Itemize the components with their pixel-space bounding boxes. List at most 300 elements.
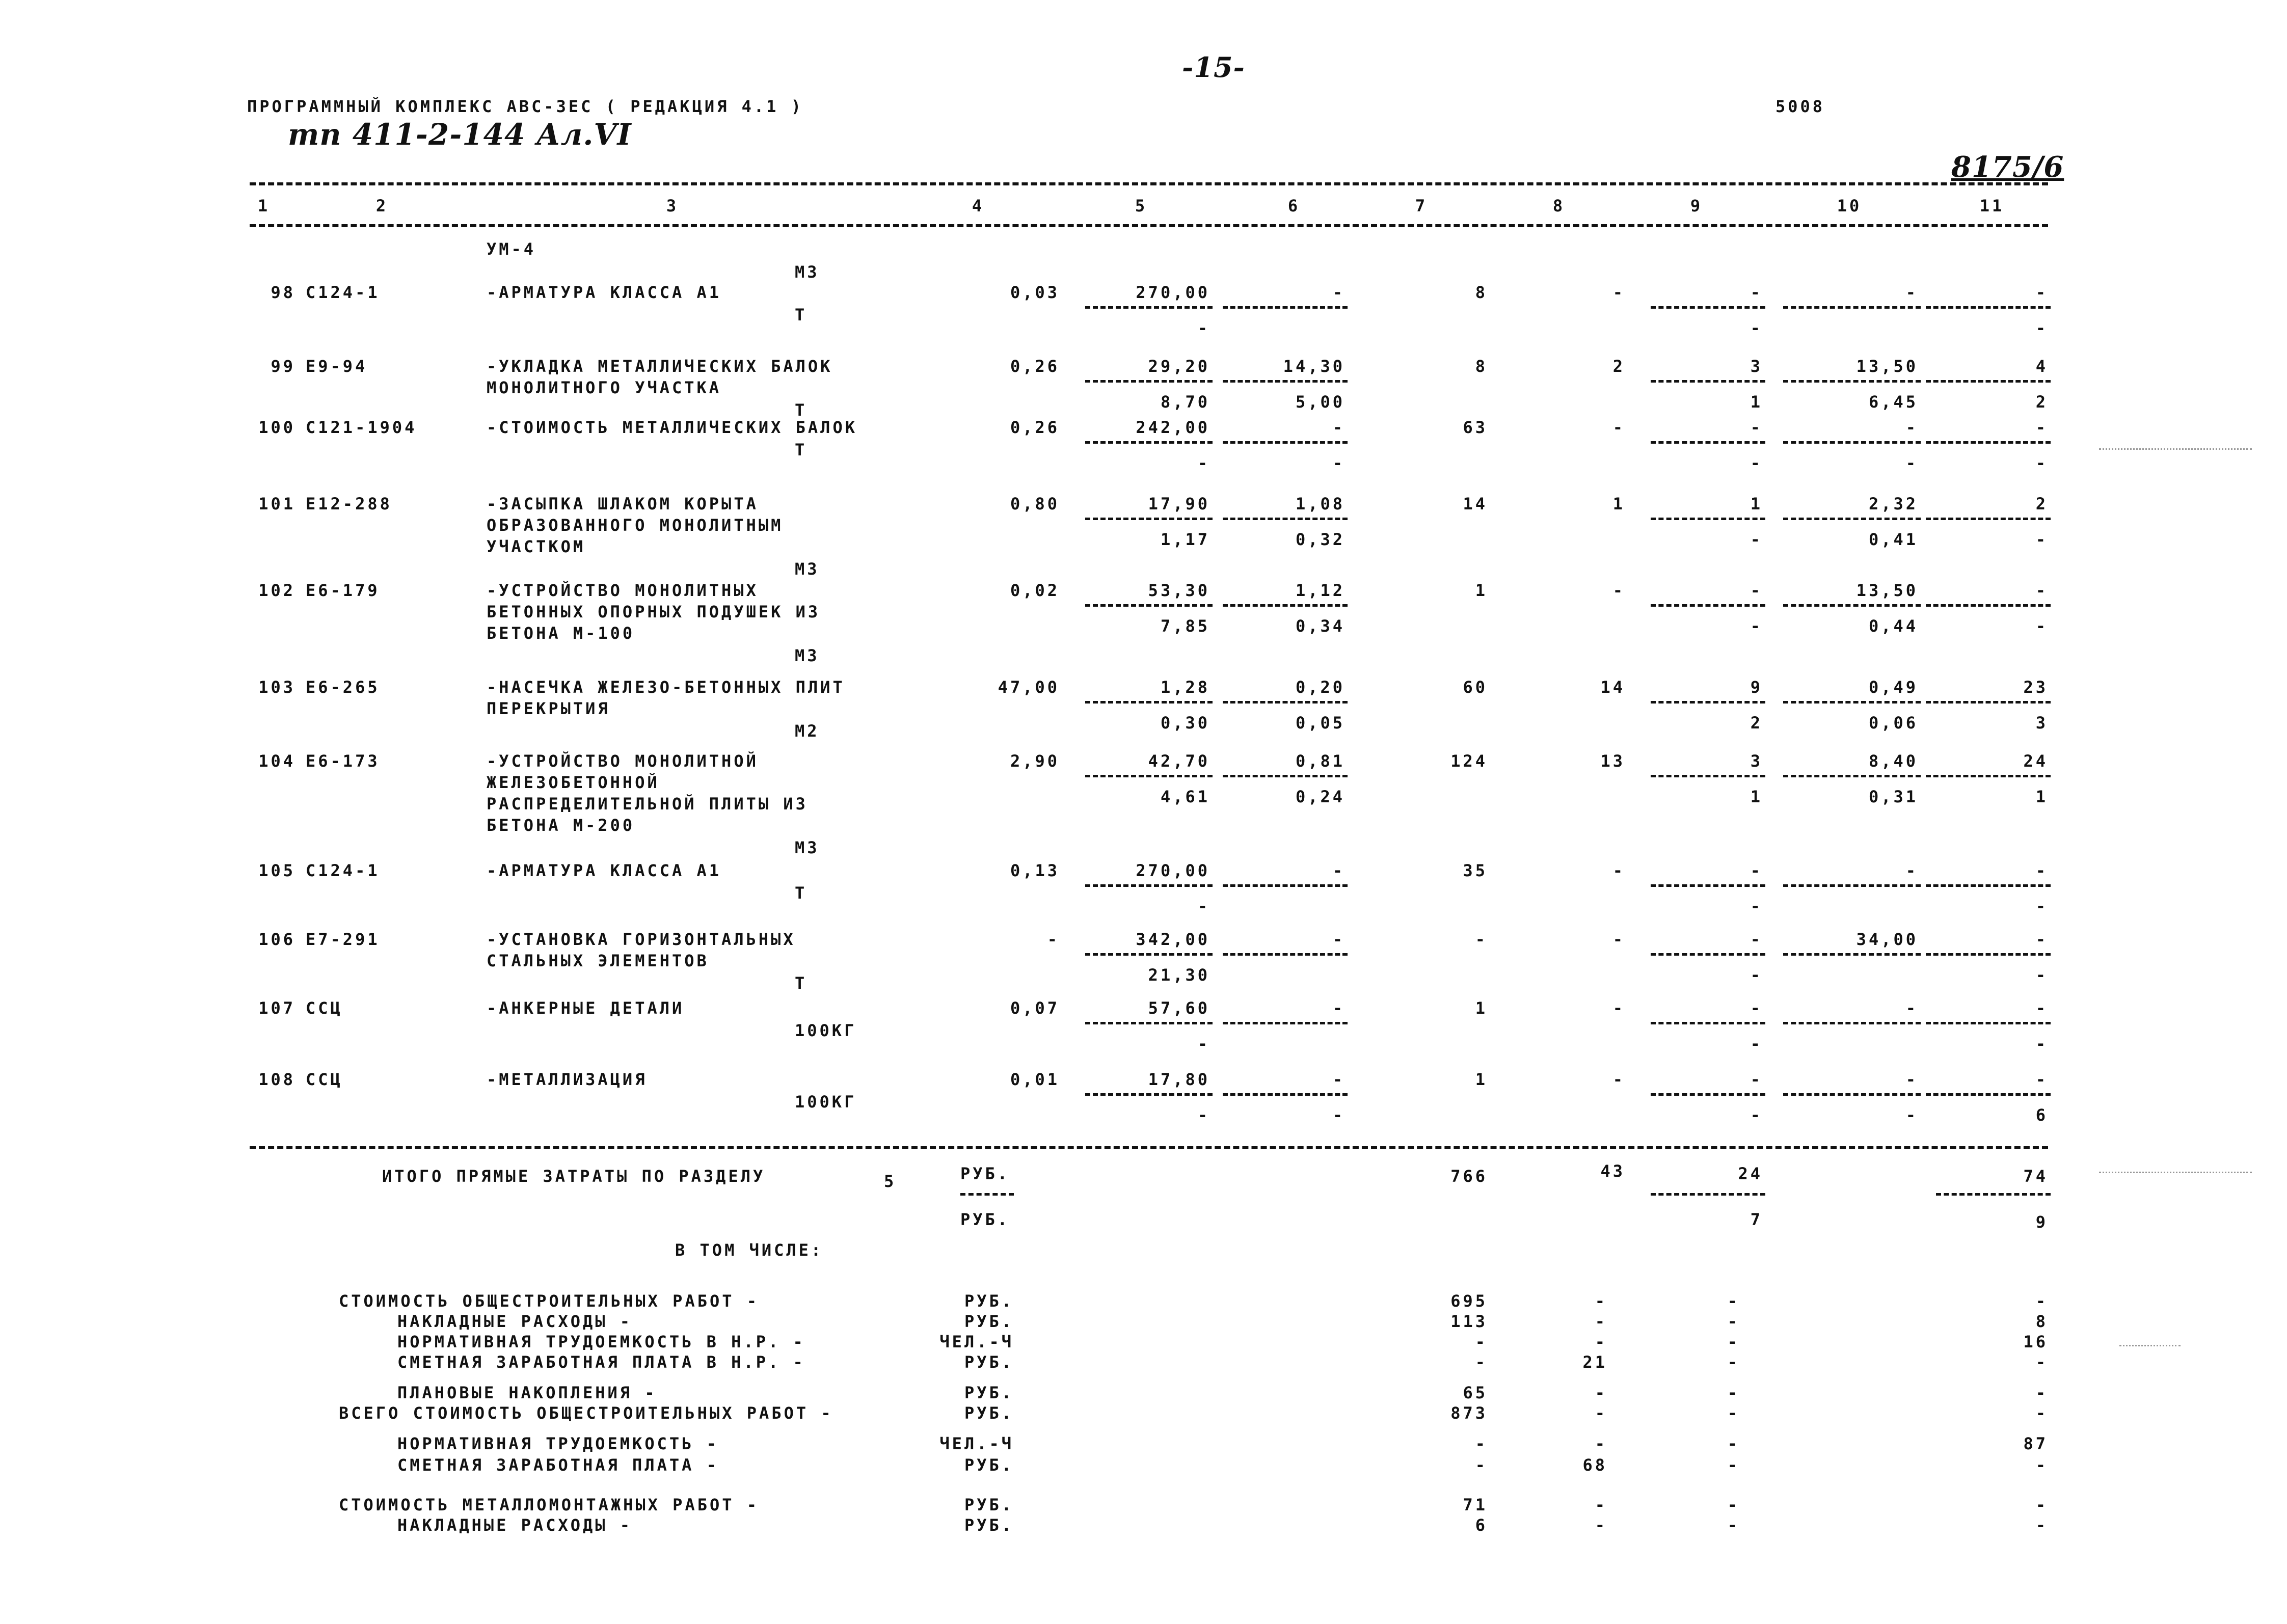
machine-cost: -: [1750, 861, 1763, 880]
total-cost: 8: [1475, 283, 1488, 302]
norm-code: ССЦ: [306, 1070, 343, 1089]
total-cost: 63: [1463, 418, 1488, 437]
summary-label: НОРМАТИВНАЯ ТРУДОЕМКОСТЬ -: [397, 1434, 719, 1453]
labor-total-sub: 1: [2035, 787, 2048, 806]
labor-total: 2: [2035, 494, 2048, 513]
unit-cost: 270,00: [1136, 283, 1210, 302]
dash-separator: [1651, 775, 1765, 777]
handwritten-project-number: тп 411-2-144 Ал.VI: [288, 117, 632, 152]
dash-separator: [1085, 701, 1213, 703]
machine-cost: -: [1750, 930, 1763, 949]
summary-wages: -: [1595, 1332, 1607, 1351]
summary-labor: -: [2035, 1383, 2048, 1402]
unit-cost-sub: 1,17: [1160, 530, 1210, 549]
machine-cost-sub: -: [1750, 616, 1763, 636]
dash-separator: [1651, 701, 1765, 703]
unit-of-measure: Т: [795, 973, 808, 993]
dash-separator: [1783, 701, 1921, 703]
machine-cost: 9: [1750, 678, 1763, 697]
unit-wage-cost-sub: 0,34: [1295, 616, 1345, 636]
totals-underline: [960, 1193, 1014, 1196]
labor-total-sub: -: [2035, 965, 2048, 985]
unit-of-measure: Т: [795, 883, 808, 903]
dash-separator: [1926, 441, 2051, 444]
labor-norm-sub: -: [1905, 453, 1918, 473]
unit-of-measure: М3: [795, 559, 820, 579]
summary-label: СМЕТНАЯ ЗАРАБОТНАЯ ПЛАТА В Н.Р. -: [397, 1352, 805, 1372]
dash-separator: [1085, 775, 1213, 777]
summary-label: СТОИМОСТЬ ОБЩЕСТРОИТЕЛЬНЫХ РАБОТ -: [339, 1291, 760, 1311]
dash-separator: [1783, 380, 1921, 383]
dash-separator: [1926, 1093, 2051, 1096]
norm-code: Е6-173: [306, 751, 380, 771]
machine-cost: -: [1750, 418, 1763, 437]
norm-code: Е6-265: [306, 678, 380, 697]
total-cost: 35: [1463, 861, 1488, 880]
dash-separator: [1223, 380, 1348, 383]
summary-machine: -: [1727, 1455, 1740, 1475]
column-header-10: 10: [1837, 196, 1862, 215]
dash-separator: [1936, 1193, 2051, 1196]
work-description: СТАЛЬНЫХ ЭЛЕМЕНТОВ: [487, 951, 709, 970]
dash-separator: [1926, 604, 2051, 607]
row-number: 108: [258, 1070, 295, 1089]
dash-separator: [1223, 1022, 1348, 1024]
summary-wages: -: [1595, 1403, 1607, 1423]
summary-cost: 65: [1463, 1383, 1488, 1402]
work-description: -УСТРОЙСТВО МОНОЛИТНОЙ: [487, 751, 759, 771]
total-cost: -: [1475, 930, 1488, 949]
norm-code: С124-1: [306, 283, 380, 302]
summary-labor: -: [2035, 1495, 2048, 1514]
row-number: 99: [271, 357, 295, 376]
unit-cost: 17,90: [1148, 494, 1210, 513]
quantity: -: [1047, 930, 1060, 949]
column-header-8: 8: [1552, 196, 1566, 215]
work-description: ПЕРЕКРЫТИЯ: [487, 699, 610, 718]
machine-cost-sub: 1: [1750, 392, 1763, 412]
total-cost: 8: [1475, 357, 1488, 376]
total-wages: 13: [1600, 751, 1625, 771]
unit-wage-cost-sub: -: [1332, 453, 1345, 473]
dash-separator: [1926, 1022, 2051, 1024]
dash-separator: [1651, 1022, 1765, 1024]
dash-separator: [1085, 953, 1213, 956]
dash-separator: [1783, 775, 1921, 777]
unit-cost-sub: -: [1197, 1105, 1210, 1125]
summary-unit: РУБ.: [964, 1312, 1014, 1331]
totals-labor-sub: 9: [2035, 1212, 2048, 1232]
labor-total-sub: -: [2035, 1034, 2048, 1053]
dash-separator: [1085, 441, 1213, 444]
summary-unit: РУБ.: [964, 1455, 1014, 1475]
labor-norm: -: [1905, 998, 1918, 1018]
labor-total: 24: [2023, 751, 2048, 771]
summary-labor: -: [2035, 1291, 2048, 1311]
dash-separator: [1783, 441, 1921, 444]
header-rule-top: [250, 182, 2048, 185]
work-description: -УКЛАДКА МЕТАЛЛИЧЕСКИХ БАЛОК: [487, 357, 833, 376]
totals-label: ИТОГО ПРЯМЫЕ ЗАТРАТЫ ПО РАЗДЕЛУ: [382, 1167, 766, 1186]
unit-cost: 242,00: [1136, 418, 1210, 437]
total-wages: 2: [1612, 357, 1625, 376]
unit-wage-cost: -: [1332, 283, 1345, 302]
row-number: 104: [258, 751, 295, 771]
quantity: 0,01: [1010, 1070, 1060, 1089]
total-wages: -: [1612, 418, 1625, 437]
summary-label: ВСЕГО СТОИМОСТЬ ОБЩЕСТРОИТЕЛЬНЫХ РАБОТ -: [339, 1403, 833, 1423]
unit-of-measure: Т: [795, 440, 808, 459]
labor-total: -: [2035, 861, 2048, 880]
dash-separator: [1651, 1193, 1765, 1196]
labor-norm-sub: -: [1905, 1105, 1918, 1125]
labor-norm: -: [1905, 1070, 1918, 1089]
total-wages: 1: [1612, 494, 1625, 513]
dash-separator: [1651, 953, 1765, 956]
work-description: -АНКЕРНЫЕ ДЕТАЛИ: [487, 998, 685, 1018]
dash-separator: [1926, 380, 2051, 383]
dash-separator: [1223, 518, 1348, 520]
unit-cost-sub: 8,70: [1160, 392, 1210, 412]
summary-wages: 21: [1582, 1352, 1607, 1372]
unit-of-measure: М2: [795, 721, 820, 741]
work-description: БЕТОНА М-100: [487, 624, 635, 643]
total-wages: -: [1612, 861, 1625, 880]
summary-wages: -: [1595, 1383, 1607, 1402]
column-header-6: 6: [1287, 196, 1301, 215]
labor-total: -: [2035, 418, 2048, 437]
unit-wage-cost-sub: 5,00: [1295, 392, 1345, 412]
total-cost: 1: [1475, 1070, 1488, 1089]
dash-separator: [1926, 306, 2051, 309]
work-description: ЖЕЛЕЗОБЕТОННОЙ: [487, 773, 660, 792]
unit-cost: 342,00: [1136, 930, 1210, 949]
unit-cost: 29,20: [1148, 357, 1210, 376]
unit-wage-cost: -: [1332, 930, 1345, 949]
work-description: УЧАСТКОМ: [487, 537, 586, 556]
unit-of-measure: 100КГ: [795, 1092, 857, 1112]
column-header-2: 2: [375, 196, 389, 215]
dash-separator: [1223, 441, 1348, 444]
quantity: 0,07: [1010, 998, 1060, 1018]
unit-of-measure: 100КГ: [795, 1021, 857, 1040]
summary-labor: -: [2035, 1352, 2048, 1372]
machine-cost-sub: -: [1750, 1105, 1763, 1125]
norm-code: С124-1: [306, 861, 380, 880]
work-description: БЕТОНА М-200: [487, 816, 635, 835]
machine-cost-sub: 1: [1750, 787, 1763, 806]
unit-cost: 53,30: [1148, 581, 1210, 600]
norm-code: Е12-288: [306, 494, 392, 513]
machine-cost: 3: [1750, 357, 1763, 376]
labor-norm: 2,32: [1868, 494, 1918, 513]
handwritten-sheet-number: 8175/6: [1951, 150, 2064, 184]
summary-cost: -: [1475, 1332, 1488, 1351]
labor-total: -: [2035, 283, 2048, 302]
unit-wage-cost: -: [1332, 418, 1345, 437]
summary-labor: 16: [2023, 1332, 2048, 1351]
work-description: -АРМАТУРА КЛАССА А1: [487, 283, 722, 302]
dash-separator: [1783, 953, 1921, 956]
dash-separator: [1926, 953, 2051, 956]
machine-cost-sub: -: [1750, 530, 1763, 549]
labor-norm: -: [1905, 861, 1918, 880]
page-number: -15-: [1182, 51, 1245, 84]
unit-cost: 270,00: [1136, 861, 1210, 880]
labor-norm: 13,50: [1856, 581, 1918, 600]
total-cost: 1: [1475, 998, 1488, 1018]
unit-cost: 1,28: [1160, 678, 1210, 697]
scan-mark: [2099, 448, 2252, 450]
unit-cost: 17,80: [1148, 1070, 1210, 1089]
work-description: МОНОЛИТНОГО УЧАСТКА: [487, 378, 722, 397]
dash-separator: [1783, 884, 1921, 887]
labor-total-sub: -: [2035, 453, 2048, 473]
summary-cost: 6: [1475, 1515, 1488, 1535]
unit-above: М3: [795, 262, 820, 282]
machine-cost-sub: -: [1750, 897, 1763, 916]
quantity: 2,90: [1010, 751, 1060, 771]
summary-wages: -: [1595, 1434, 1607, 1453]
row-number: 102: [258, 581, 295, 600]
dash-separator: [1651, 441, 1765, 444]
machine-cost: -: [1750, 1070, 1763, 1089]
machine-cost: -: [1750, 998, 1763, 1018]
dash-separator: [1651, 518, 1765, 520]
summary-unit: РУБ.: [964, 1352, 1014, 1372]
column-header-3: 3: [666, 196, 679, 215]
labor-total-sub: 2: [2035, 392, 2048, 412]
unit-cost: 42,70: [1148, 751, 1210, 771]
unit-wage-cost: -: [1332, 1070, 1345, 1089]
dash-separator: [1783, 306, 1921, 309]
document-code: 5008: [1775, 97, 1825, 116]
labor-total: -: [2035, 930, 2048, 949]
column-header-7: 7: [1415, 196, 1428, 215]
norm-code: Е7-291: [306, 930, 380, 949]
labor-total: 23: [2023, 678, 2048, 697]
dash-separator: [1651, 604, 1765, 607]
labor-norm: -: [1905, 283, 1918, 302]
unit-cost-sub: -: [1197, 897, 1210, 916]
labor-norm-sub: 6,45: [1868, 392, 1918, 412]
row-number: 106: [258, 930, 295, 949]
summary-unit: РУБ.: [964, 1403, 1014, 1423]
total-cost: 14: [1463, 494, 1488, 513]
dash-separator: [1926, 518, 2051, 520]
column-header-9: 9: [1690, 196, 1703, 215]
labor-norm-sub: 0,41: [1868, 530, 1918, 549]
labor-total: -: [2035, 581, 2048, 600]
column-header-4: 4: [972, 196, 985, 215]
dash-separator: [1223, 604, 1348, 607]
labor-norm: 8,40: [1868, 751, 1918, 771]
dash-separator: [1085, 604, 1213, 607]
dash-separator: [1783, 1022, 1921, 1024]
dash-separator: [1223, 775, 1348, 777]
quantity: 0,03: [1010, 283, 1060, 302]
total-wages: -: [1612, 283, 1625, 302]
summary-wages: 68: [1582, 1455, 1607, 1475]
machine-cost-sub: -: [1750, 1034, 1763, 1053]
summary-wages: -: [1595, 1291, 1607, 1311]
work-description: -УСТАНОВКА ГОРИЗОНТАЛЬНЫХ: [487, 930, 796, 949]
labor-total-sub: -: [2035, 530, 2048, 549]
total-cost: 124: [1450, 751, 1488, 771]
summary-machine: -: [1727, 1352, 1740, 1372]
summary-machine: -: [1727, 1403, 1740, 1423]
totals-unit-2: РУБ.: [960, 1210, 1010, 1229]
norm-code: Е9-94: [306, 357, 368, 376]
totals-cost: 766: [1450, 1167, 1488, 1186]
machine-cost-sub: -: [1750, 453, 1763, 473]
summary-machine: -: [1727, 1434, 1740, 1453]
machine-cost: 1: [1750, 494, 1763, 513]
summary-machine: -: [1727, 1515, 1740, 1535]
row-number: 101: [258, 494, 295, 513]
summary-unit: ЧЕЛ.-Ч: [939, 1434, 1014, 1453]
labor-total-sub: -: [2035, 616, 2048, 636]
dash-separator: [1223, 884, 1348, 887]
summary-machine: -: [1727, 1383, 1740, 1402]
dash-separator: [1223, 701, 1348, 703]
work-description: -АРМАТУРА КЛАССА А1: [487, 861, 722, 880]
unit-cost-sub: 7,85: [1160, 616, 1210, 636]
dash-separator: [1783, 1093, 1921, 1096]
labor-norm-sub: 0,44: [1868, 616, 1918, 636]
quantity: 47,00: [998, 678, 1060, 697]
work-description: БЕТОННЫХ ОПОРНЫХ ПОДУШЕК ИЗ: [487, 602, 821, 621]
column-header-1: 1: [257, 196, 271, 215]
summary-unit: РУБ.: [964, 1383, 1014, 1402]
dash-separator: [1651, 884, 1765, 887]
work-description: ОБРАЗОВАННОГО МОНОЛИТНЫМ: [487, 516, 784, 535]
labor-total: -: [2035, 998, 2048, 1018]
unit-wage-cost: 0,20: [1295, 678, 1345, 697]
summary-machine: -: [1727, 1495, 1740, 1514]
dash-separator: [1926, 884, 2051, 887]
labor-norm-sub: 0,31: [1868, 787, 1918, 806]
section-number: 5: [884, 1172, 897, 1191]
dash-separator: [1085, 518, 1213, 520]
machine-cost: -: [1750, 581, 1763, 600]
machine-cost-sub: 2: [1750, 713, 1763, 733]
unit-cost-sub: -: [1197, 453, 1210, 473]
unit-of-measure: М3: [795, 646, 820, 665]
summary-label: СМЕТНАЯ ЗАРАБОТНАЯ ПЛАТА -: [397, 1455, 719, 1475]
labor-total-sub: -: [2035, 318, 2048, 338]
norm-code: Е6-179: [306, 581, 380, 600]
totals-labor: 74: [2023, 1167, 2048, 1186]
row-number: 98: [271, 283, 295, 302]
summary-labor: -: [2035, 1455, 2048, 1475]
total-wages: 14: [1600, 678, 1625, 697]
unit-wage-cost: 0,81: [1295, 751, 1345, 771]
quantity: 0,80: [1010, 494, 1060, 513]
section-caption: УМ-4: [487, 239, 536, 259]
summary-label: НАКЛАДНЫЕ РАСХОДЫ -: [397, 1312, 633, 1331]
labor-norm: -: [1905, 418, 1918, 437]
totals-rule: [250, 1146, 2048, 1149]
work-description: -СТОИМОСТЬ МЕТАЛЛИЧЕСКИХ БАЛОК: [487, 418, 857, 437]
summary-unit: РУБ.: [964, 1495, 1014, 1514]
summary-label: ПЛАНОВЫЕ НАКОПЛЕНИЯ -: [397, 1383, 657, 1402]
dash-separator: [1651, 1093, 1765, 1096]
row-number: 105: [258, 861, 295, 880]
labor-norm: 34,00: [1856, 930, 1918, 949]
scan-mark: [2099, 1172, 2252, 1173]
row-number: 107: [258, 998, 295, 1018]
total-wages: -: [1612, 1070, 1625, 1089]
header-rule-bottom: [250, 224, 2048, 227]
summary-label: НАКЛАДНЫЕ РАСХОДЫ -: [397, 1515, 633, 1535]
program-header: ПРОГРАММНЫЙ КОМПЛЕКС АВС-3ЕС ( РЕДАКЦИЯ 4.1 ): [247, 97, 803, 116]
labor-total-sub: 3: [2035, 713, 2048, 733]
summary-machine: -: [1727, 1312, 1740, 1331]
work-description: -ЗАСЫПКА ШЛАКОМ КОРЫТА: [487, 494, 759, 513]
row-number: 100: [258, 418, 295, 437]
summary-labor: 87: [2023, 1434, 2048, 1453]
unit-wage-cost: 14,30: [1283, 357, 1345, 376]
total-wages: -: [1612, 930, 1625, 949]
dash-separator: [1085, 884, 1213, 887]
machine-cost: 3: [1750, 751, 1763, 771]
summary-unit: РУБ.: [964, 1291, 1014, 1311]
unit-cost-sub: -: [1197, 318, 1210, 338]
totals-unit: РУБ.: [960, 1164, 1010, 1183]
dash-separator: [1223, 306, 1348, 309]
summary-labor: -: [2035, 1403, 2048, 1423]
quantity: 0,26: [1010, 418, 1060, 437]
work-description: -МЕТАЛЛИЗАЦИЯ: [487, 1070, 648, 1089]
unit-wage-cost: -: [1332, 861, 1345, 880]
dash-separator: [1085, 1093, 1213, 1096]
summary-labor: -: [2035, 1515, 2048, 1535]
labor-total-sub: -: [2035, 897, 2048, 916]
summary-cost: -: [1475, 1434, 1488, 1453]
including-caption: В ТОМ ЧИСЛЕ:: [675, 1240, 824, 1260]
quantity: 0,26: [1010, 357, 1060, 376]
totals-wages: 43: [1600, 1161, 1625, 1181]
dash-separator: [1651, 380, 1765, 383]
unit-cost-sub: 4,61: [1160, 787, 1210, 806]
work-description: -НАСЕЧКА ЖЕЛЕЗО-БЕТОННЫХ ПЛИТ: [487, 678, 845, 697]
work-description: -УСТРОЙСТВО МОНОЛИТНЫХ: [487, 581, 759, 600]
scan-mark: [2119, 1345, 2181, 1346]
unit-wage-cost-sub: 0,32: [1295, 530, 1345, 549]
summary-cost: -: [1475, 1352, 1488, 1372]
unit-wage-cost: 1,12: [1295, 581, 1345, 600]
machine-cost-sub: -: [1750, 318, 1763, 338]
unit-cost-sub: 0,30: [1160, 713, 1210, 733]
unit-wage-cost: 1,08: [1295, 494, 1345, 513]
dash-separator: [1926, 775, 2051, 777]
total-cost: 60: [1463, 678, 1488, 697]
column-header-5: 5: [1135, 196, 1148, 215]
summary-label: НОРМАТИВНАЯ ТРУДОЕМКОСТЬ В Н.Р. -: [397, 1332, 805, 1351]
machine-cost-sub: -: [1750, 965, 1763, 985]
norm-code: С121-1904: [306, 418, 417, 437]
dash-separator: [1223, 1093, 1348, 1096]
totals-machine-sub: 7: [1750, 1210, 1763, 1229]
summary-wages: -: [1595, 1515, 1607, 1535]
labor-total-sub: 6: [2035, 1105, 2048, 1125]
unit-cost: 57,60: [1148, 998, 1210, 1018]
quantity: 0,02: [1010, 581, 1060, 600]
summary-cost: 71: [1463, 1495, 1488, 1514]
dash-separator: [1085, 306, 1213, 309]
summary-cost: -: [1475, 1455, 1488, 1475]
